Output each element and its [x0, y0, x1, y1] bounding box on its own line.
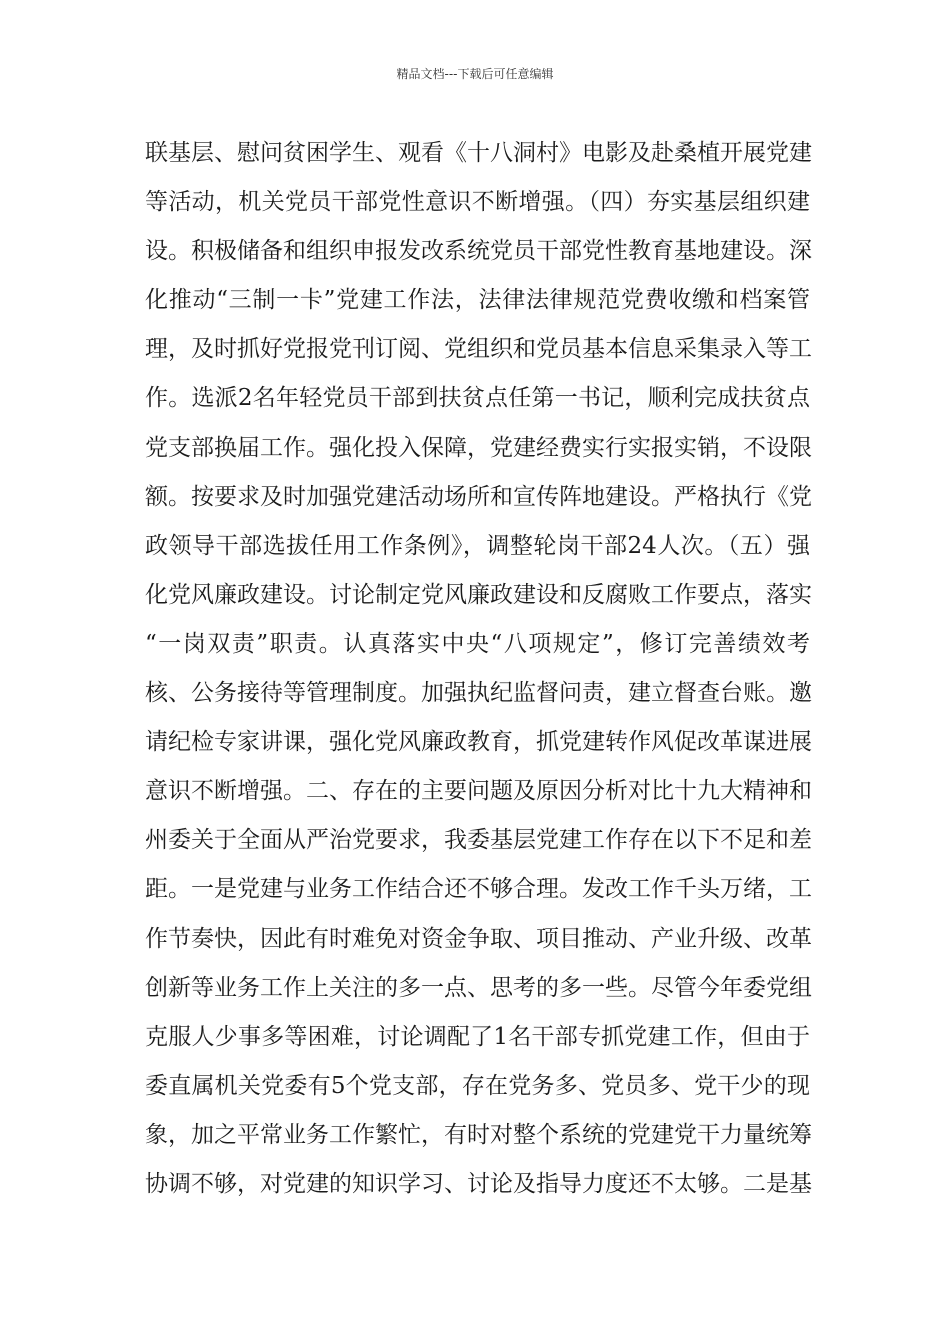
text-line: 州委关于全面从严治党要求，我委基层党建工作存在以下不足和差: [145, 827, 812, 854]
text-line: 委直属机关党委有5个党支部，存在党务多、党员多、党干少的现: [145, 1072, 810, 1099]
text-line: 政领导干部选拔任用工作条例》，调整轮岗干部24人次。（五）强: [145, 532, 810, 559]
text-line: 协调不够，对党建的知识学习、讨论及指导力度还不太够。二是基: [145, 1170, 812, 1197]
text-line: 理，及时抓好党报党刊订阅、党组织和党员基本信息采集录入等工: [145, 336, 812, 363]
text-line: 化推动“三制一卡”党建工作法，法律法律规范党费收缴和档案管: [145, 287, 810, 314]
text-line: 创新等业务工作上关注的多一点、思考的多一些。尽管今年委党组: [145, 974, 812, 1001]
text-line: 化党风廉政建设。讨论制定党风廉政建设和反腐败工作要点，落实: [145, 581, 812, 608]
text-line: 联基层、慰问贫困学生、观看《十八洞村》电影及赴桑植开展党建: [145, 140, 812, 166]
text-line: 克服人少事多等困难，讨论调配了1名干部专抓党建工作，但由于: [145, 1023, 810, 1050]
text-line: 意识不断增强。二、存在的主要问题及原因分析对比十九大精神和: [145, 778, 812, 805]
page-header: 精品文档---下载后可任意编辑: [396, 67, 554, 81]
text-line: 象，加之平常业务工作繁忙，有时对整个系统的党建党干力量统筹: [145, 1121, 812, 1148]
text-line: “一岗双责”职责。认真落实中央“八项规定”，修订完善绩效考: [145, 630, 810, 657]
text-line: 距。一是党建与业务工作结合还不够合理。发改工作千头万绪，工: [145, 876, 812, 903]
text-line: 设。积极储备和组织申报发改系统党员干部党性教育基地建设。深: [145, 238, 812, 265]
text-line: 党支部换届工作。强化投入保障，党建经费实行实报实销，不设限: [145, 434, 812, 461]
text-line: 等活动，机关党员干部党性意识不断增强。（四）夯实基层组织建: [145, 189, 810, 216]
text-line: 作。选派2名年轻党员干部到扶贫点任第一书记，顺利完成扶贫点: [145, 385, 810, 412]
text-line: 请纪检专家讲课，强化党风廉政教育，抓党建转作风促改革谋进展: [145, 729, 812, 756]
document-body: [145, 129, 810, 1209]
text-line: 作节奏快，因此有时难免对资金争取、项目推动、产业升级、改革: [145, 925, 812, 952]
text-line: 核、公务接待等管理制度。加强执纪监督问责，建立督查台账。邀: [145, 680, 812, 707]
text-line: 额。按要求及时加强党建活动场所和宣传阵地建设。严格执行《党: [145, 483, 812, 510]
